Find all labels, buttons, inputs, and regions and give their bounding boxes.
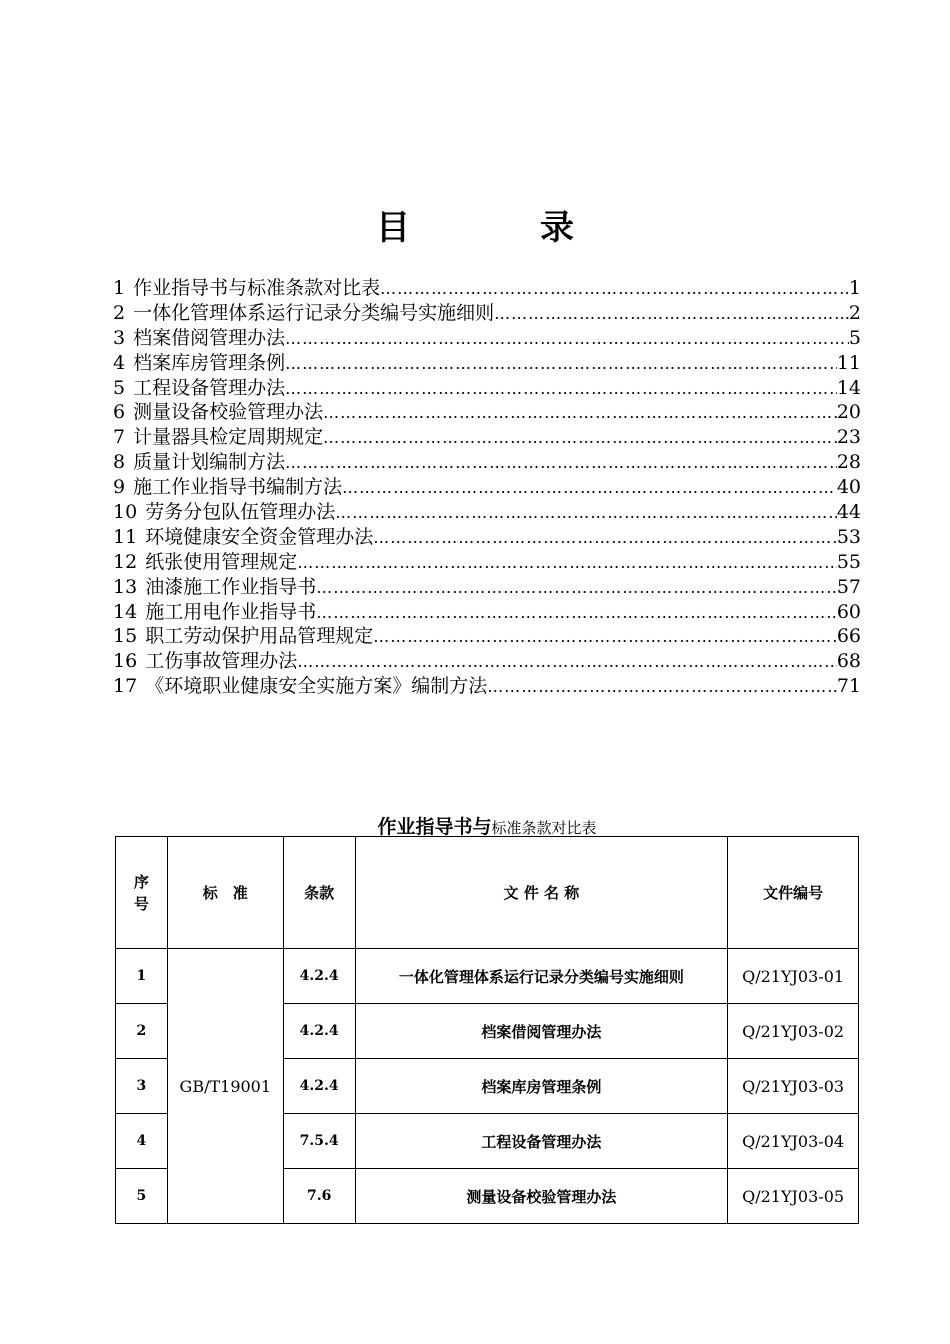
cell-clause: 4.2.4 bbox=[283, 1004, 355, 1059]
cell-clause: 7.6 bbox=[283, 1169, 355, 1224]
toc-entry[interactable] bbox=[113, 525, 861, 550]
cell-seq: 1 bbox=[116, 949, 168, 1004]
header-seq-line2: 号 bbox=[133, 894, 149, 913]
toc-leader-dots bbox=[316, 576, 837, 601]
toc-leader-dots bbox=[323, 426, 837, 451]
toc-entry[interactable] bbox=[113, 624, 861, 649]
toc-number: 5 bbox=[113, 376, 126, 399]
toc-text: 职工劳动保护用品管理规定 bbox=[145, 625, 374, 648]
toc-text: 计量器具检定周期规定 bbox=[133, 426, 324, 449]
toc-text: 测量设备校验管理办法 bbox=[133, 401, 324, 424]
cell-file-code: Q/21YJ03-02 bbox=[728, 1004, 859, 1059]
toc-page-number: 66 bbox=[836, 625, 861, 648]
table-caption bbox=[0, 812, 950, 839]
toc-page-number: 57 bbox=[836, 575, 861, 598]
toc-entry[interactable] bbox=[113, 376, 861, 401]
toc-leader-dots bbox=[373, 526, 837, 551]
cell-seq: 5 bbox=[116, 1169, 168, 1224]
toc-page-number: 1 bbox=[848, 277, 861, 299]
header-clause: 条款 bbox=[283, 837, 355, 949]
toc-leader-dots bbox=[285, 377, 837, 402]
toc-text: 纸张使用管理规定 bbox=[145, 550, 298, 573]
toc-leader-dots bbox=[335, 501, 837, 526]
cell-file-name: 档案库房管理条例 bbox=[355, 1059, 728, 1114]
toc-number: 8 bbox=[113, 451, 126, 474]
table-row bbox=[116, 949, 859, 1004]
toc-entry[interactable] bbox=[113, 600, 861, 625]
toc-entry[interactable] bbox=[113, 450, 861, 475]
cell-standard: GB/T19001 bbox=[167, 949, 283, 1224]
cell-file-code: Q/21YJ03-05 bbox=[728, 1169, 859, 1224]
toc-page-number: 68 bbox=[836, 650, 861, 673]
cell-file-name: 测量设备校验管理办法 bbox=[355, 1169, 728, 1224]
cell-file-code: Q/21YJ03-04 bbox=[728, 1114, 859, 1169]
table-of-contents bbox=[113, 276, 861, 699]
toc-number: 2 bbox=[113, 301, 126, 324]
cell-seq: 4 bbox=[116, 1114, 168, 1169]
toc-page-number: 55 bbox=[836, 550, 861, 573]
toc-number: 10 bbox=[113, 501, 138, 524]
toc-title: 目 录 bbox=[376, 208, 622, 248]
toc-leader-dots bbox=[285, 352, 837, 377]
toc-text: 施工用电作业指导书 bbox=[145, 600, 317, 623]
toc-number: 1 bbox=[113, 277, 126, 299]
header-file-name: 文 件 名 称 bbox=[355, 837, 728, 949]
header-seq bbox=[116, 837, 168, 949]
toc-entry[interactable] bbox=[113, 649, 861, 674]
toc-entry[interactable] bbox=[113, 475, 861, 500]
toc-text: 一体化管理体系运行记录分类编号实施细则 bbox=[133, 301, 495, 324]
toc-leader-dots bbox=[297, 551, 837, 576]
toc-text: 档案借阅管理办法 bbox=[133, 326, 286, 349]
toc-leader-dots bbox=[316, 601, 837, 626]
toc-text: 工伤事故管理办法 bbox=[145, 650, 298, 673]
toc-page-number: 40 bbox=[836, 476, 861, 499]
toc-page-number: 14 bbox=[836, 376, 861, 399]
toc-text: 施工作业指导书编制方法 bbox=[133, 476, 343, 499]
toc-leader-dots bbox=[285, 327, 849, 352]
toc-entry[interactable] bbox=[113, 425, 861, 450]
toc-leader-dots bbox=[342, 476, 837, 501]
cell-clause: 7.5.4 bbox=[283, 1114, 355, 1169]
toc-number: 4 bbox=[113, 351, 126, 374]
toc-page-number: 28 bbox=[836, 451, 861, 474]
toc-number: 15 bbox=[113, 625, 138, 648]
comparison-table bbox=[115, 836, 859, 1224]
toc-text: 环境健康安全资金管理办法 bbox=[145, 525, 374, 548]
table-caption-main: 作业指导书与 bbox=[377, 816, 492, 838]
toc-page-number: 11 bbox=[836, 351, 861, 374]
toc-page-number: 71 bbox=[836, 675, 861, 698]
toc-leader-dots bbox=[487, 675, 837, 700]
table-caption-sub: 标准条款对比表 bbox=[491, 819, 597, 837]
toc-page-number: 5 bbox=[848, 326, 861, 349]
toc-page-number: 2 bbox=[848, 301, 861, 324]
table-header-row bbox=[116, 837, 859, 949]
toc-number: 16 bbox=[113, 650, 138, 673]
cell-clause: 4.2.4 bbox=[283, 949, 355, 1004]
cell-file-name: 工程设备管理办法 bbox=[355, 1114, 728, 1169]
toc-entry[interactable] bbox=[113, 301, 861, 326]
toc-entry[interactable] bbox=[113, 500, 861, 525]
toc-leader-dots bbox=[380, 277, 849, 302]
toc-leader-dots bbox=[323, 401, 837, 426]
toc-number: 3 bbox=[113, 326, 126, 349]
toc-entry[interactable] bbox=[113, 400, 861, 425]
toc-number: 13 bbox=[113, 575, 138, 598]
toc-number: 11 bbox=[113, 525, 138, 548]
toc-page-number: 44 bbox=[836, 501, 861, 524]
toc-page-number: 60 bbox=[836, 600, 861, 623]
toc-number: 17 bbox=[113, 675, 138, 698]
toc-page-number: 20 bbox=[836, 401, 861, 424]
toc-entry[interactable] bbox=[113, 550, 861, 575]
cell-file-name: 档案借阅管理办法 bbox=[355, 1004, 728, 1059]
toc-number: 14 bbox=[113, 600, 138, 623]
toc-entry[interactable] bbox=[113, 326, 861, 351]
cell-clause: 4.2.4 bbox=[283, 1059, 355, 1114]
toc-page-number: 23 bbox=[836, 426, 861, 449]
toc-leader-dots bbox=[297, 650, 837, 675]
cell-seq: 3 bbox=[116, 1059, 168, 1114]
toc-number: 9 bbox=[113, 476, 126, 499]
toc-leader-dots bbox=[373, 625, 837, 650]
toc-page-number: 53 bbox=[836, 525, 861, 548]
toc-text: 工程设备管理办法 bbox=[133, 376, 286, 399]
toc-text: 《环境职业健康安全实施方案》编制方法 bbox=[145, 675, 488, 698]
toc-text: 作业指导书与标准条款对比表 bbox=[133, 277, 381, 299]
header-standard: 标 准 bbox=[167, 837, 283, 949]
toc-leader-dots bbox=[285, 451, 837, 476]
cell-file-code: Q/21YJ03-03 bbox=[728, 1059, 859, 1114]
cell-file-code: Q/21YJ03-01 bbox=[728, 949, 859, 1004]
toc-entry[interactable] bbox=[113, 276, 861, 301]
toc-text: 油漆施工作业指导书 bbox=[145, 575, 317, 598]
toc-leader-dots bbox=[494, 302, 849, 327]
toc-number: 12 bbox=[113, 550, 138, 573]
toc-number: 7 bbox=[113, 426, 126, 449]
toc-entry[interactable] bbox=[113, 674, 861, 699]
cell-seq: 2 bbox=[116, 1004, 168, 1059]
toc-text: 质量计划编制方法 bbox=[133, 451, 286, 474]
cell-file-name: 一体化管理体系运行记录分类编号实施细则 bbox=[355, 949, 728, 1004]
toc-entry[interactable] bbox=[113, 575, 861, 600]
toc-text: 劳务分包队伍管理办法 bbox=[145, 501, 336, 524]
header-file-code: 文件编号 bbox=[728, 837, 859, 949]
header-seq-line1: 序 bbox=[133, 872, 149, 891]
toc-text: 档案库房管理条例 bbox=[133, 351, 286, 374]
toc-number: 6 bbox=[113, 401, 126, 424]
toc-entry[interactable] bbox=[113, 351, 861, 376]
